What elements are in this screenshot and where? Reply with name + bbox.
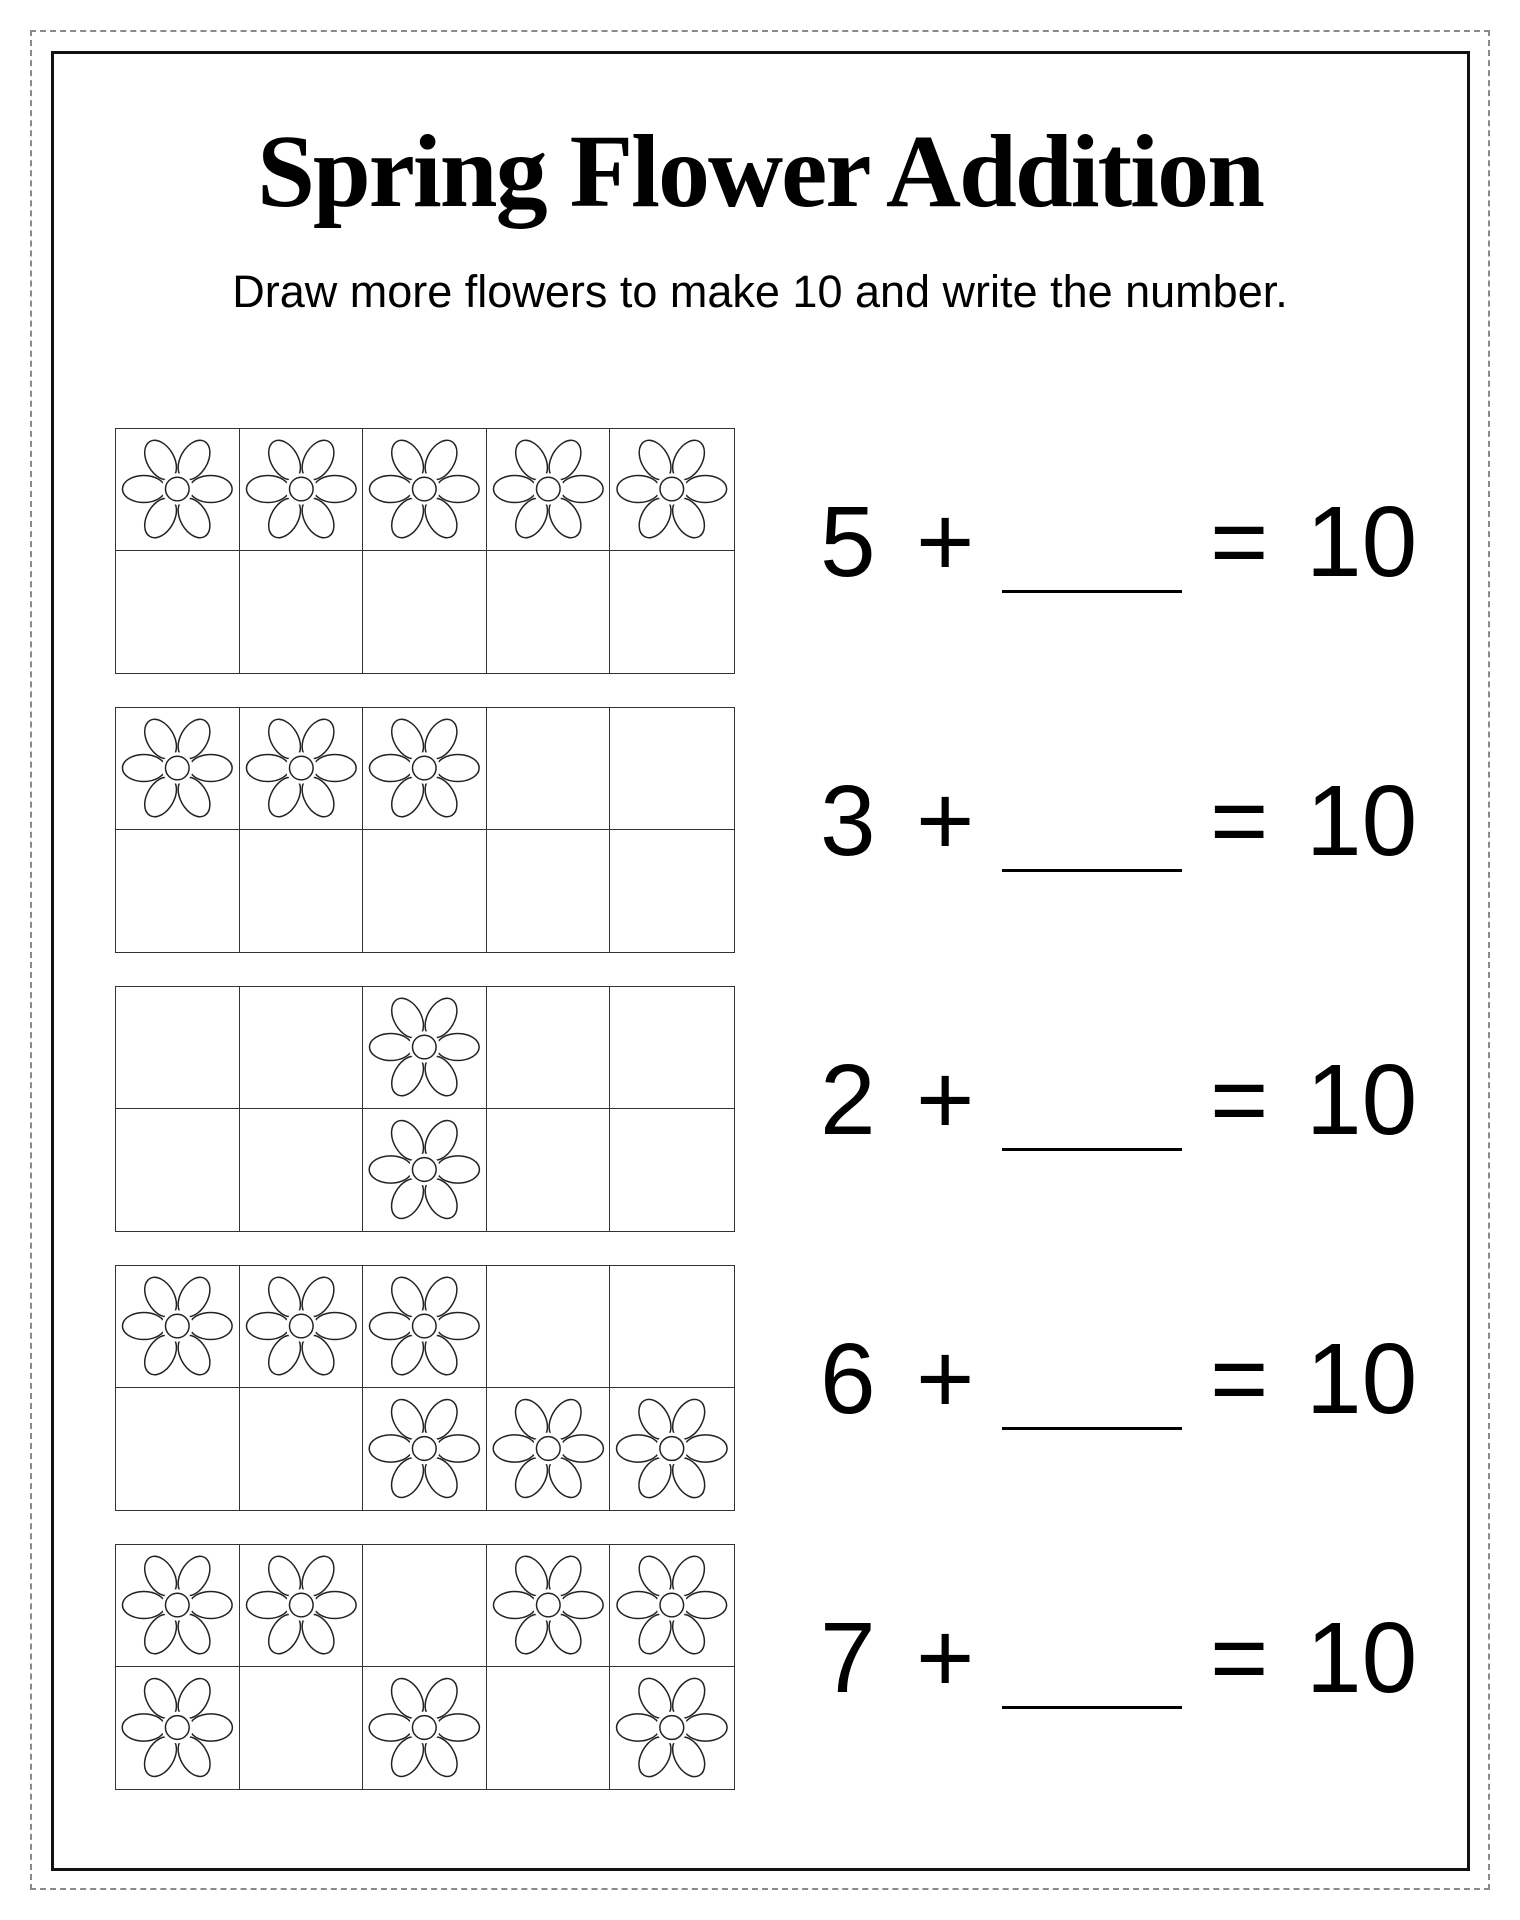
ten-frame-cell-filled (610, 1545, 734, 1667)
ten-frame-cell-filled (610, 1667, 734, 1789)
ten-frame (115, 986, 735, 1232)
flower-icon (610, 429, 734, 550)
flower-icon (240, 1266, 363, 1387)
flower-icon (610, 1388, 734, 1510)
flower-icon (363, 429, 486, 550)
worksheet-title: Spring Flower Addition (257, 114, 1263, 229)
ten-frame (115, 1265, 735, 1511)
flower-icon (240, 1545, 363, 1666)
flower-icon (363, 1667, 486, 1789)
flower-icon (116, 429, 239, 550)
ten-frame-cell-empty[interactable] (240, 1109, 364, 1231)
flower-icon (116, 1545, 239, 1666)
flower-icon (240, 429, 363, 550)
problem-row (0, 986, 1520, 1232)
ten-frame-cell-filled (363, 708, 487, 830)
ten-frame-cell-filled (363, 987, 487, 1109)
equals-sign: = (1210, 486, 1269, 598)
ten-frame-cell-filled (487, 429, 611, 551)
flower-icon (363, 1266, 486, 1387)
ten-frame-cell-empty[interactable] (116, 1388, 240, 1510)
problem-row (0, 707, 1520, 953)
problem-row (0, 428, 1520, 674)
ten-frame-cell-filled (116, 1667, 240, 1789)
ten-frame-cell-empty[interactable] (487, 1109, 611, 1231)
ten-frame-cell-empty[interactable] (240, 987, 364, 1109)
ten-frame-cell-filled (610, 429, 734, 551)
ten-frame-cell-empty[interactable] (487, 1266, 611, 1388)
ten-frame-cell-empty[interactable] (610, 987, 734, 1109)
ten-frame-cell-empty[interactable] (610, 830, 734, 952)
flower-icon (363, 708, 486, 829)
ten-frame-cell-filled (610, 1388, 734, 1510)
ten-frame-cell-empty[interactable] (116, 1109, 240, 1231)
flower-icon (487, 429, 610, 550)
sum-number: 10 (1306, 1044, 1418, 1156)
ten-frame-cell-empty[interactable] (363, 830, 487, 952)
flower-icon (363, 1109, 486, 1231)
equals-sign: = (1210, 1602, 1269, 1714)
ten-frame-cell-empty[interactable] (116, 830, 240, 952)
ten-frame-cell-filled (363, 1109, 487, 1231)
ten-frame-cell-empty[interactable] (116, 551, 240, 673)
flower-icon (487, 1545, 610, 1666)
addend-number: 3 (820, 765, 876, 877)
ten-frame-cell-filled (116, 1266, 240, 1388)
ten-frame (115, 707, 735, 953)
ten-frame-cell-empty[interactable] (610, 551, 734, 673)
equation (820, 1265, 1420, 1511)
flower-icon (240, 708, 363, 829)
ten-frame-cell-empty[interactable] (487, 551, 611, 673)
flower-icon (363, 1388, 486, 1510)
ten-frame-cell-filled (240, 1266, 364, 1388)
ten-frame-cell-empty[interactable] (240, 1388, 364, 1510)
ten-frame-cell-empty[interactable] (487, 987, 611, 1109)
ten-frame-cell-empty[interactable] (240, 1667, 364, 1789)
flower-icon (116, 708, 239, 829)
plus-sign: + (916, 1044, 975, 1156)
ten-frame-cell-empty[interactable] (487, 708, 611, 830)
answer-blank[interactable] (1002, 869, 1182, 872)
flower-icon (610, 1545, 734, 1666)
sum-number: 10 (1306, 1323, 1418, 1435)
plus-sign: + (916, 1323, 975, 1435)
answer-blank[interactable] (1002, 1148, 1182, 1151)
equation (820, 986, 1420, 1232)
ten-frame-cell-filled (363, 1388, 487, 1510)
ten-frame-cell-filled (116, 1545, 240, 1667)
equation (820, 707, 1420, 953)
answer-blank[interactable] (1002, 1706, 1182, 1709)
ten-frame-cell-empty[interactable] (610, 708, 734, 830)
ten-frame-cell-filled (487, 1388, 611, 1510)
ten-frame-cell-empty[interactable] (487, 1667, 611, 1789)
flower-icon (487, 1388, 610, 1510)
flower-icon (363, 987, 486, 1108)
ten-frame-cell-filled (363, 429, 487, 551)
addend-number: 7 (820, 1602, 876, 1714)
plus-sign: + (916, 765, 975, 877)
worksheet-instructions: Draw more flowers to make 10 and write the number. (232, 266, 1288, 317)
ten-frame-cell-empty[interactable] (116, 987, 240, 1109)
equation (820, 1544, 1420, 1790)
equals-sign: = (1210, 765, 1269, 877)
ten-frame (115, 428, 735, 674)
sum-number: 10 (1306, 765, 1418, 877)
answer-blank[interactable] (1002, 1427, 1182, 1430)
ten-frame-cell-filled (240, 429, 364, 551)
ten-frame-cell-filled (240, 1545, 364, 1667)
problem-row (0, 1265, 1520, 1511)
addend-number: 6 (820, 1323, 876, 1435)
equation (820, 428, 1420, 674)
plus-sign: + (916, 1602, 975, 1714)
sum-number: 10 (1306, 1602, 1418, 1714)
flower-icon (116, 1266, 239, 1387)
ten-frame-cell-filled (240, 708, 364, 830)
ten-frame-cell-empty[interactable] (363, 551, 487, 673)
ten-frame-cell-empty[interactable] (487, 830, 611, 952)
ten-frame-cell-empty[interactable] (363, 1545, 487, 1667)
ten-frame-cell-filled (487, 1545, 611, 1667)
ten-frame-cell-empty[interactable] (240, 551, 364, 673)
equals-sign: = (1210, 1044, 1269, 1156)
plus-sign: + (916, 486, 975, 598)
sum-number: 10 (1306, 486, 1418, 598)
equals-sign: = (1210, 1323, 1269, 1435)
ten-frame-cell-empty[interactable] (240, 830, 364, 952)
ten-frame (115, 1544, 735, 1790)
flower-icon (116, 1667, 239, 1789)
addend-number: 5 (820, 486, 876, 598)
ten-frame-cell-filled (363, 1667, 487, 1789)
answer-blank[interactable] (1002, 590, 1182, 593)
ten-frame-cell-filled (116, 708, 240, 830)
ten-frame-cell-filled (363, 1266, 487, 1388)
addend-number: 2 (820, 1044, 876, 1156)
ten-frame-cell-filled (116, 429, 240, 551)
ten-frame-cell-empty[interactable] (610, 1266, 734, 1388)
ten-frame-cell-empty[interactable] (610, 1109, 734, 1231)
flower-icon (610, 1667, 734, 1789)
problem-row (0, 1544, 1520, 1790)
